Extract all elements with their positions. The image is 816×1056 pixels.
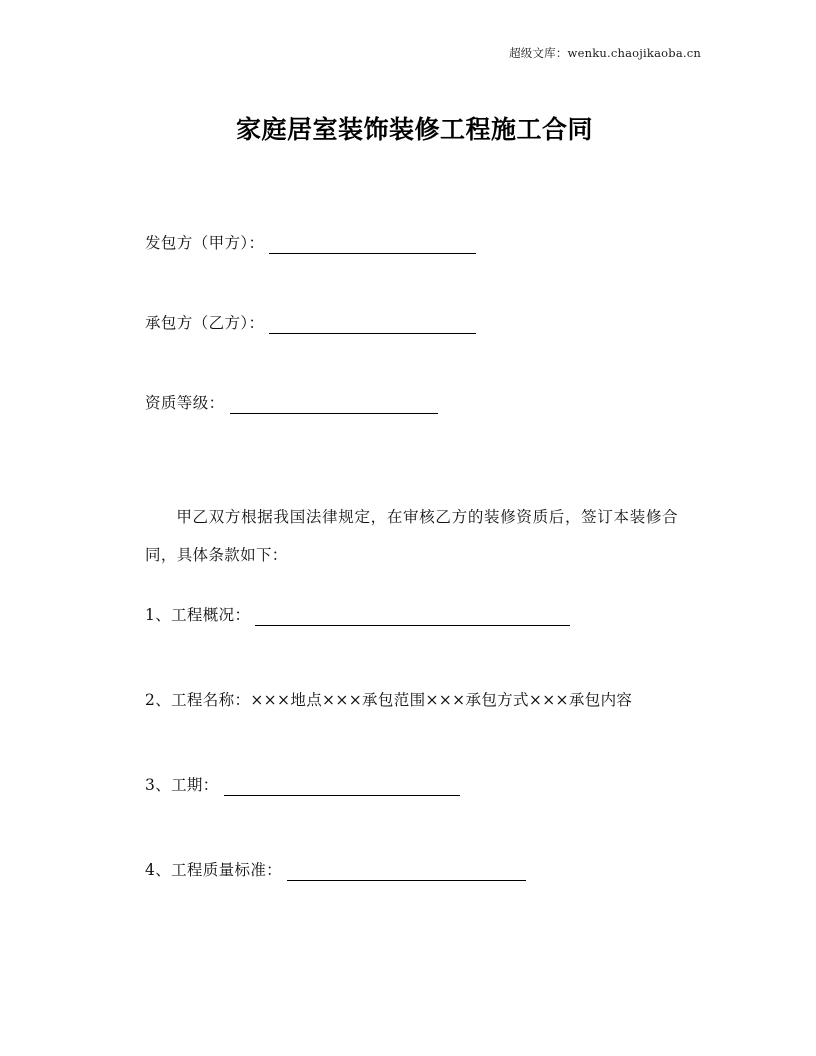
page-title: 家庭居室装饰装修工程施工合同 <box>236 114 594 144</box>
clause-blank-1[interactable] <box>255 608 570 626</box>
document-header-note: 超级文库：wenku.chaojikaoba.cn <box>509 46 701 60</box>
clause-label-3: 工期： <box>171 776 219 794</box>
clause-label-4: 工程质量标准： <box>171 861 283 879</box>
field-row-party-a <box>145 232 476 254</box>
field-row-qualification-grade <box>145 392 438 414</box>
clause-label-1: 工程概况： <box>171 606 251 624</box>
clause-number-2: 2、 <box>145 691 172 709</box>
clause-blank-3[interactable] <box>224 778 460 796</box>
clause-number-3: 3、 <box>145 776 172 794</box>
field-row-party-b <box>145 312 476 334</box>
preamble-text: 甲乙双方根据我国法律规定，在审核乙方的装修资质后，签订本装修合同，具体条款如下： <box>145 507 678 564</box>
field-label-party-a: 发包方（甲方）： <box>145 234 265 252</box>
clause-label-2: 工程名称： <box>171 691 251 709</box>
field-blank-party-a[interactable] <box>269 236 476 254</box>
clause-blank-4[interactable] <box>287 863 526 881</box>
clause-number-1: 1、 <box>145 606 172 624</box>
field-label-qualification-grade: 资质等级： <box>145 394 225 412</box>
clause-number-4: 4、 <box>145 861 172 879</box>
clause-item-3 <box>145 774 460 796</box>
field-blank-qualification-grade[interactable] <box>230 396 438 414</box>
clause-item-2 <box>145 689 632 711</box>
preamble-paragraph <box>145 498 678 574</box>
field-label-party-b: 承包方（乙方）： <box>145 314 265 332</box>
clause-item-1 <box>145 604 570 626</box>
field-blank-party-b[interactable] <box>269 316 476 334</box>
clause-item-4 <box>145 859 526 881</box>
clause-value-2: ×××地点×××承包范围×××承包方式×××承包内容 <box>250 691 633 709</box>
